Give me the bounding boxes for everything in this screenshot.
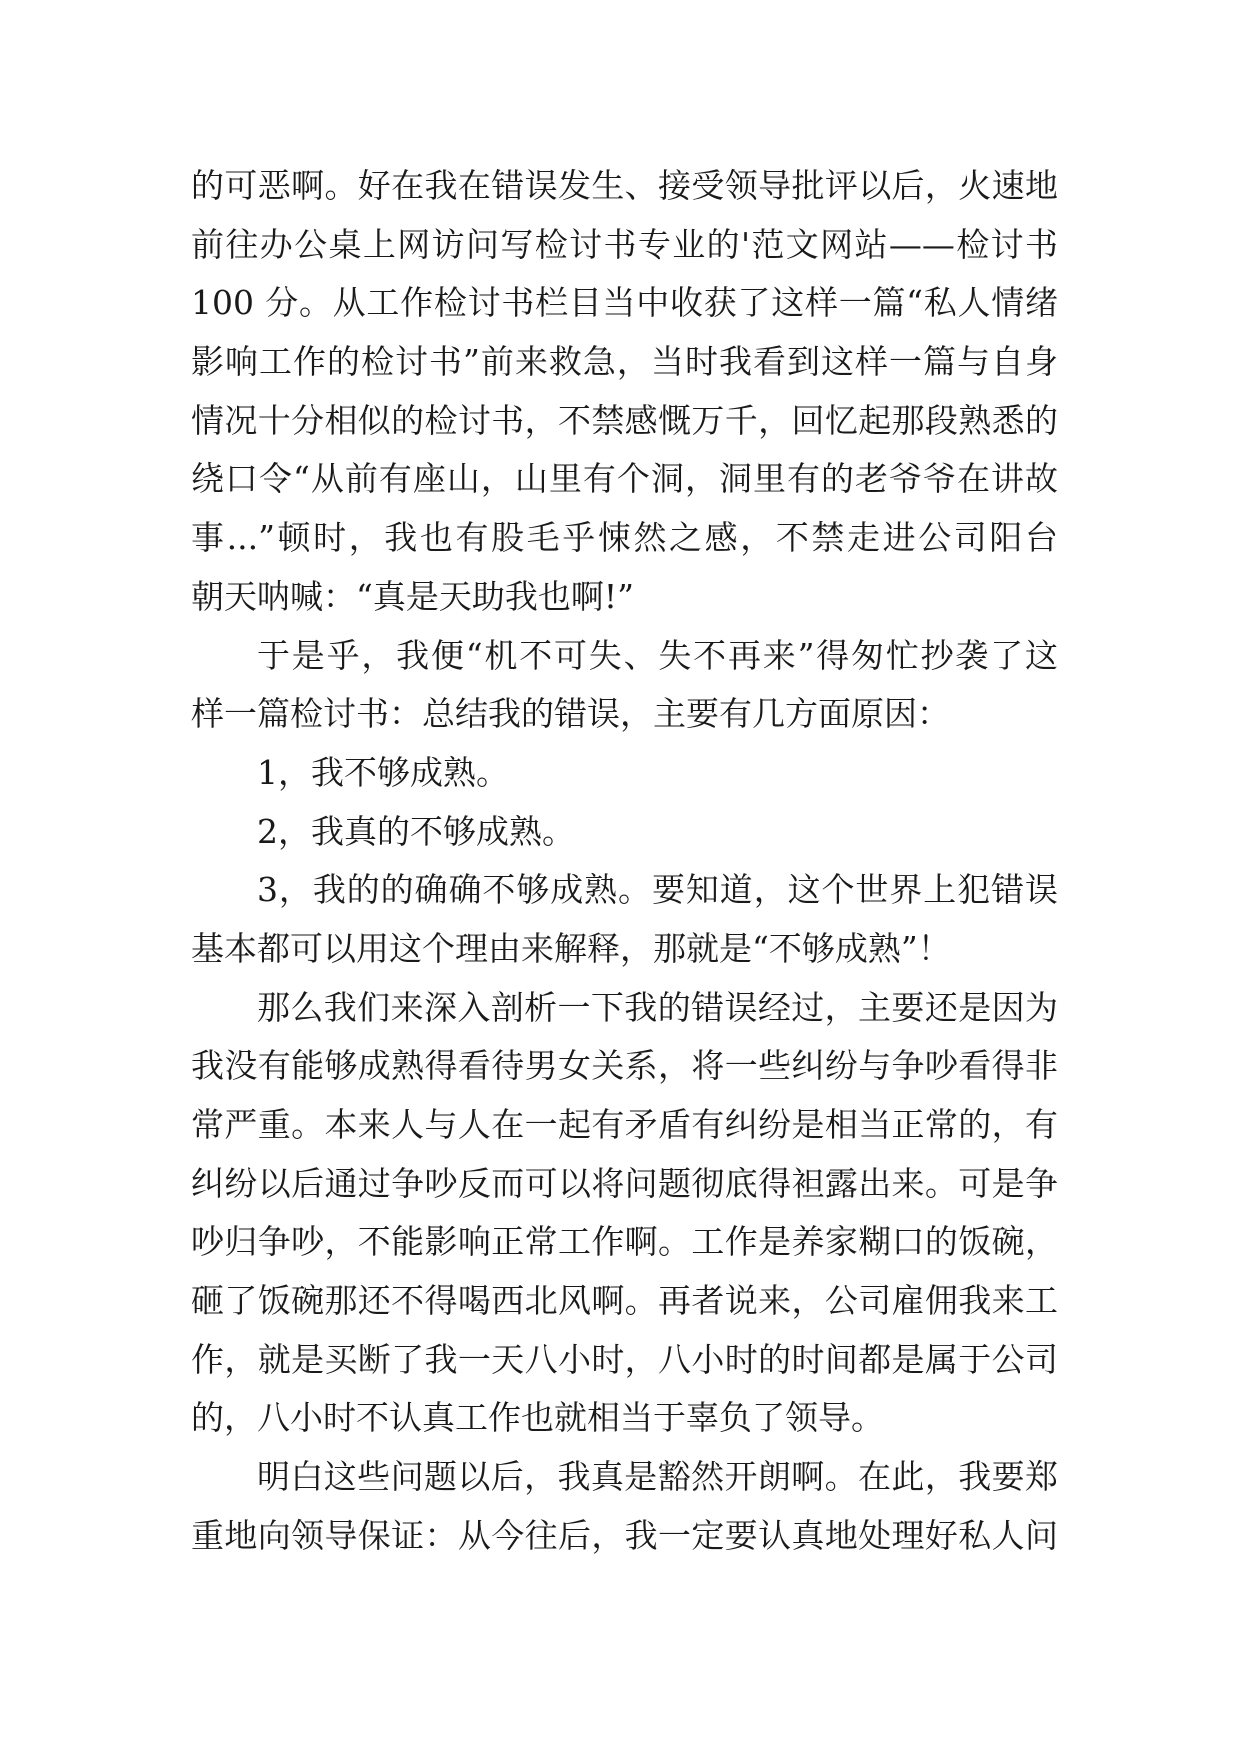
paragraph [191,803,1058,862]
text-line: 100 分。从工作检讨书栏目当中收获了这样一篇“私人情绪 [191,283,1058,323]
text-line: 前往办公桌上网访问写检讨书专业的'范文网站——检讨书 [191,224,1058,264]
paragraph [191,157,1058,627]
text-line: 影响工作的检讨书”前来救急，当时我看到这样一篇与自身 [191,342,1058,382]
text-line: 常严重。本来人与人在一起有矛盾有纠纷是相当正常的，有 [191,1105,1058,1144]
text-line: 绕口令“从前有座山，山里有个洞，洞里有的老爷爷在讲故 [191,459,1058,499]
text-line: 吵归争吵，不能影响正常工作啊。工作是养家糊口的饭碗， [191,1222,1058,1262]
text-line: 基本都可以用这个理由来解释，那就是“不够成熟”！ [191,928,951,968]
paragraph [191,1448,1058,1565]
paragraph [191,861,1058,978]
paragraph [191,744,1058,803]
text-line: 的可恶啊。好在我在错误发生、接受领导批评以后，火速地 [191,166,1058,205]
text-line: 事...”顿时，我也有股毛乎悚然之感，不禁走进公司阳台 [191,518,1058,558]
text-line: 的，八小时不认真工作也就相当于辜负了领导。 [191,1398,884,1438]
text-line: 那么我们来深入剖析一下我的错误经过，主要还是因为 [257,987,1058,1027]
text-line: 情况十分相似的检讨书，不禁感慨万千，回忆起那段熟悉的 [191,400,1058,440]
list-item: 3，我的的确确不够成熟。要知道，这个世界上犯错误 [257,870,1058,910]
text-line: 砸了饭碗那还不得喝西北风啊。再者说来，公司雇佣我来工 [191,1281,1058,1321]
text-line: 明白这些问题以后，我真是豁然开朗啊。在此，我要郑 [257,1457,1058,1497]
text-line: 朝天呐喊：“真是天助我也啊!” [191,576,635,616]
list-item: 1，我不够成熟。 [257,752,509,792]
paragraph [191,627,1058,744]
paragraph [191,979,1058,1449]
text-line: 纠纷以后通过争吵反而可以将问题彻底得袒露出来。可是争 [191,1163,1058,1203]
text-line: 我没有能够成熟得看待男女关系，将一些纠纷与争吵看得非 [191,1046,1058,1086]
text-line: 作，就是买断了我一天八小时，八小时的时间都是属于公司 [191,1339,1058,1379]
text-line: 样一篇检讨书：总结我的错误，主要有几方面原因： [191,694,950,734]
text-line: 重地向领导保证：从今往后，我一定要认真地处理好私人问 [191,1515,1058,1555]
text-line: 于是乎，我便“机不可失、失不再来”得匆忙抄袭了这 [257,635,1058,675]
list-item: 2，我真的不够成熟。 [257,811,575,851]
text-body [191,157,1058,1566]
